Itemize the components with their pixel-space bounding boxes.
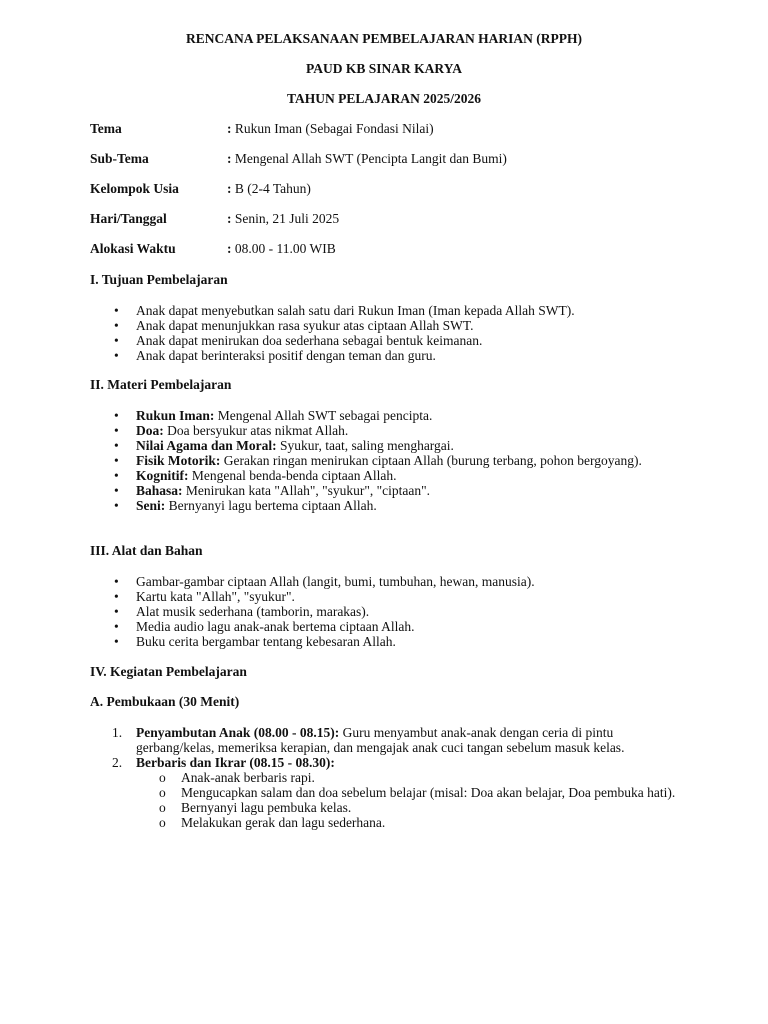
materi-list xyxy=(136,408,656,513)
sub-step-item: o Mengucapkan salam dan doa sebelum belajar (misal: Doa akan belajar, Doa pembuka hati). xyxy=(181,785,676,800)
step-number: 2. xyxy=(112,755,123,770)
step-item xyxy=(112,755,676,830)
info-value-kelompok-usia xyxy=(227,181,311,196)
list-item: • Kartu kata "Allah", "syukur". xyxy=(136,589,656,604)
info-label-tema: Tema xyxy=(90,121,122,136)
list-item: • Media audio lagu anak-anak bertema ciptaan Allah. xyxy=(136,619,656,634)
item-text: Gerakan ringan menirukan ciptaan Allah (burung terbang, pohon bergoyang). xyxy=(220,453,642,468)
item-term: Seni: xyxy=(136,498,166,513)
list-item: • Anak dapat menunjukkan rasa syukur atas ciptaan Allah SWT. xyxy=(136,318,656,333)
info-label-subtema: Sub-Tema xyxy=(90,151,149,166)
section-heading-materi: II. Materi Pembelajaran xyxy=(90,377,232,392)
info-value-text: Mengenal Allah SWT (Pencipta Langit dan Bumi) xyxy=(234,151,507,166)
document-title: RENCANA PELAKSANAAN PEMBELAJARAN HARIAN (RPPH) xyxy=(185,31,582,46)
item-term: Doa: xyxy=(136,423,164,438)
item-term: Fisik Motorik: xyxy=(136,453,221,468)
info-colon: : xyxy=(227,121,232,136)
section-heading-kegiatan: IV. Kegiatan Pembelajaran xyxy=(90,664,247,679)
info-colon: : xyxy=(227,241,232,256)
list-item: • Gambar-gambar ciptaan Allah (langit, bumi, tumbuhan, hewan, manusia). xyxy=(136,574,656,589)
list-item: • Alat musik sederhana (tamborin, marakas). xyxy=(136,604,656,619)
list-item xyxy=(136,408,656,423)
item-term: Rukun Iman: xyxy=(136,408,215,423)
item-text: Bernyanyi lagu bertema ciptaan Allah. xyxy=(165,498,377,513)
info-colon: : xyxy=(227,181,232,196)
list-item xyxy=(136,483,656,498)
item-text: Mengenal benda-benda ciptaan Allah. xyxy=(188,468,397,483)
item-term: Nilai Agama dan Moral: xyxy=(136,438,277,453)
info-value-text: Senin, 21 Juli 2025 xyxy=(234,211,340,226)
list-item xyxy=(136,498,656,513)
list-item xyxy=(136,438,656,453)
step-text: Guru menyambut anak-anak dengan ceria di pintu gerbang/kelas, memeriksa kerapian, dan mengajak anak cuci tangan sebelum masuk kelas. xyxy=(136,725,625,755)
item-term: Kognitif: xyxy=(136,468,189,483)
sub-steps-list xyxy=(136,770,676,830)
item-text: Syukur, taat, saling menghargai. xyxy=(276,438,454,453)
kegiatan-steps xyxy=(112,725,676,830)
section-heading-alat: III. Alat dan Bahan xyxy=(90,543,203,558)
list-item: • Anak dapat menyebutkan salah satu dari Rukun Iman (Iman kepada Allah SWT). xyxy=(136,303,656,318)
info-value-text: B (2-4 Tahun) xyxy=(234,181,311,196)
item-text: Mengenal Allah SWT sebagai pencipta. xyxy=(214,408,433,423)
section-heading-tujuan: I. Tujuan Pembelajaran xyxy=(90,272,228,287)
step-item xyxy=(112,725,676,755)
alat-list xyxy=(136,574,656,649)
item-term: Bahasa: xyxy=(136,483,183,498)
info-value-text: 08.00 - 11.00 WIB xyxy=(234,241,336,256)
academic-year: TAHUN PELAJARAN 2025/2026 xyxy=(286,91,481,106)
list-item: • Buku cerita bergambar tentang kebesaran Allah. xyxy=(136,634,656,649)
info-value-subtema xyxy=(227,151,507,166)
sub-step-item: o Bernyanyi lagu pembuka kelas. xyxy=(181,800,676,815)
info-colon: : xyxy=(227,211,232,226)
sub-step-item: o Anak-anak berbaris rapi. xyxy=(181,770,676,785)
step-term: Penyambutan Anak (08.00 - 08.15): xyxy=(136,725,340,740)
list-item xyxy=(136,423,656,438)
info-value-hari-tanggal xyxy=(227,211,339,226)
info-label-hari-tanggal: Hari/Tanggal xyxy=(90,211,167,226)
list-item xyxy=(136,453,656,468)
list-item xyxy=(136,468,656,483)
info-label-kelompok-usia: Kelompok Usia xyxy=(90,181,179,196)
info-value-tema xyxy=(227,121,434,136)
list-item: • Anak dapat berinteraksi positif dengan teman dan guru. xyxy=(136,348,656,363)
info-value-alokasi-waktu xyxy=(227,241,336,256)
step-term: Berbaris dan Ikrar (08.15 - 08.30): xyxy=(136,755,335,770)
step-number: 1. xyxy=(112,725,123,740)
tujuan-list xyxy=(136,303,656,363)
info-colon: : xyxy=(227,151,232,166)
subsection-heading-pembukaan: A. Pembukaan (30 Menit) xyxy=(90,694,240,709)
item-text: Menirukan kata "Allah", "syukur", "ciptaan". xyxy=(182,483,431,498)
info-value-text: Rukun Iman (Sebagai Fondasi Nilai) xyxy=(234,121,434,136)
school-name: PAUD KB SINAR KARYA xyxy=(306,61,462,76)
sub-step-item: o Melakukan gerak dan lagu sederhana. xyxy=(181,815,676,830)
item-text: Doa bersyukur atas nikmat Allah. xyxy=(163,423,349,438)
info-label-alokasi-waktu: Alokasi Waktu xyxy=(90,241,176,256)
list-item: • Anak dapat menirukan doa sederhana sebagai bentuk keimanan. xyxy=(136,333,656,348)
